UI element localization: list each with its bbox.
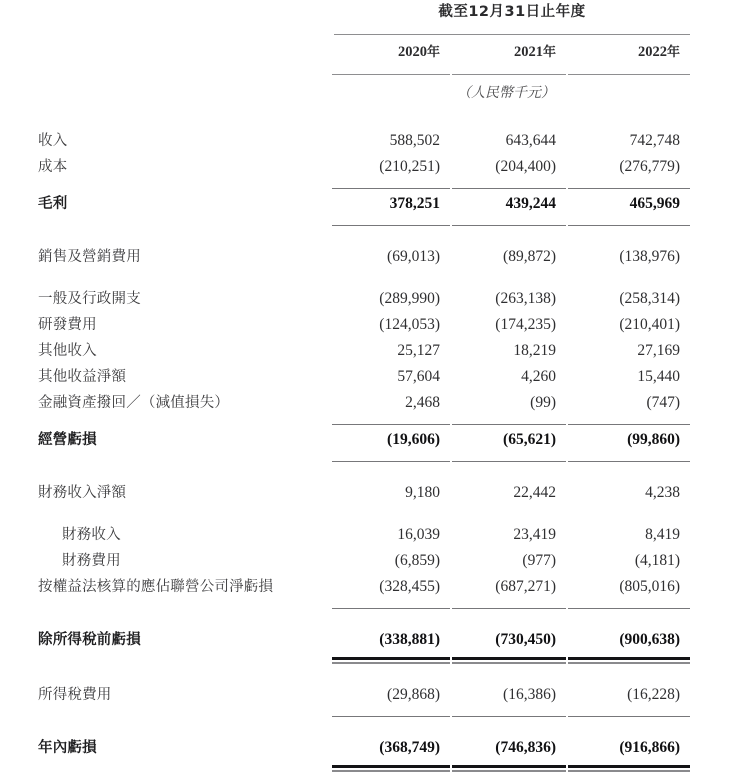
- year-rule-2: [452, 65, 568, 75]
- row-value-y3: 8,419: [645, 525, 681, 543]
- year-header-row: [0, 35, 732, 65]
- group-spacer: [0, 717, 732, 733]
- year-header-3: 2022年: [638, 44, 681, 60]
- row-underline: [0, 178, 732, 189]
- underline-y1: [332, 598, 452, 609]
- row-underline: [0, 414, 732, 425]
- table-row: [0, 478, 732, 504]
- row-value-y1: 57,604: [397, 367, 440, 385]
- underline-y3: [568, 178, 692, 189]
- double-underline-y1: [332, 759, 452, 772]
- row-value-y1: 16,039: [397, 525, 440, 543]
- row-label: 所得稅費用: [38, 686, 112, 703]
- table-row: [0, 310, 732, 336]
- group-spacer: [0, 268, 732, 284]
- row-value-y1: (289,990): [379, 289, 440, 307]
- row-value-y2: 439,244: [505, 194, 556, 212]
- row-underline: [0, 215, 732, 226]
- row-label: 收入: [38, 132, 68, 149]
- row-label: 金融資產撥回／（減值損失）: [38, 394, 230, 411]
- table-row: [0, 284, 732, 310]
- row-value-y3: 465,969: [629, 194, 681, 212]
- row-value-y1: 2,468: [405, 393, 440, 411]
- row-label: 銷售及營銷費用: [38, 248, 141, 265]
- double-underline-y3: [568, 651, 692, 664]
- row-value-y1: (19,606): [387, 430, 440, 448]
- table-row: [0, 520, 732, 546]
- underline-y1: [332, 215, 452, 226]
- row-value-y3: (16,228): [627, 685, 681, 703]
- underline-y2: [452, 706, 568, 717]
- underline-y3: [568, 451, 692, 462]
- underline-y2: [452, 215, 568, 226]
- row-value-y3: (916,866): [619, 738, 681, 756]
- row-value-y3: 15,440: [637, 367, 681, 385]
- group-spacer: [0, 462, 732, 478]
- row-value-y3: (805,016): [619, 577, 681, 595]
- row-label: 按權益法核算的應佔聯營公司淨虧損: [38, 578, 274, 595]
- rule-line-thick: [332, 657, 450, 660]
- row-label: 財務收入淨額: [38, 484, 127, 501]
- row-value-y3: (4,181): [634, 551, 681, 569]
- table-row: [0, 126, 732, 152]
- year-rule-3: [568, 65, 692, 75]
- row-value-y3: (210,401): [619, 315, 681, 333]
- underline-y1: [332, 178, 452, 189]
- double-underline-y1: [332, 651, 452, 664]
- row-label: 經營虧損: [38, 431, 97, 448]
- underline-y3: [568, 706, 692, 717]
- group-spacer: [0, 609, 732, 625]
- rule-line-thick: [568, 765, 690, 768]
- row-underline: [0, 451, 732, 462]
- row-value-y1: (210,251): [379, 157, 440, 175]
- rule-line-thick: [452, 765, 566, 768]
- row-double-underline: [0, 651, 732, 664]
- group-spacer: [0, 664, 732, 680]
- year-header-1: 2020年: [397, 44, 440, 60]
- table-row: [0, 546, 732, 572]
- row-value-y2: 22,442: [513, 483, 556, 501]
- period-header-row: [0, 0, 732, 26]
- row-value-y3: (276,779): [619, 157, 681, 175]
- row-label: 其他收益淨額: [38, 368, 127, 385]
- header-body-spacer: [0, 104, 732, 126]
- table-row: [0, 733, 732, 759]
- row-value-y2: 18,219: [513, 341, 556, 359]
- year-suffix: 年: [542, 45, 556, 60]
- row-value-y1: (29,868): [387, 685, 440, 703]
- row-label: 一般及行政開支: [38, 290, 141, 307]
- row-label: 研發費用: [38, 316, 97, 333]
- year-header-2: 2021年: [513, 44, 556, 60]
- underline-y1: [332, 414, 452, 425]
- row-value-y2: (263,138): [495, 289, 556, 307]
- year-suffix: 年: [426, 45, 440, 60]
- currency-note: （人民幣千元）: [457, 86, 556, 101]
- table-row: [0, 680, 732, 706]
- row-value-y2: (687,271): [495, 577, 556, 595]
- underline-y1: [332, 451, 452, 462]
- table-row: [0, 625, 732, 651]
- row-double-underline: [0, 759, 732, 772]
- row-value-y1: (368,749): [379, 738, 440, 756]
- rule-line-thick: [332, 765, 450, 768]
- row-value-y2: (89,872): [503, 247, 556, 265]
- period-title: 截至12月31日止年度: [438, 4, 586, 20]
- table-row: [0, 388, 732, 414]
- row-value-y2: (174,235): [495, 315, 556, 333]
- row-value-y1: 378,251: [389, 194, 440, 212]
- underline-y3: [568, 215, 692, 226]
- currency-note-row: [0, 75, 732, 104]
- row-label: 財務費用: [62, 552, 121, 569]
- year-rule-row: [0, 65, 732, 75]
- row-label: 毛利: [38, 195, 68, 212]
- row-value-y3: (747): [646, 393, 681, 411]
- row-label: 其他收入: [38, 342, 97, 359]
- group-spacer: [0, 504, 732, 520]
- year-rule-1: [332, 65, 452, 75]
- table-row: [0, 572, 732, 598]
- row-value-y1: (6,859): [394, 551, 440, 569]
- row-value-y1: (338,881): [379, 630, 440, 648]
- row-value-y3: 4,238: [645, 483, 681, 501]
- period-rule: [332, 26, 692, 35]
- period-rule-row: [0, 26, 732, 35]
- row-value-y3: (138,976): [619, 247, 681, 265]
- row-underline: [0, 706, 732, 717]
- row-label: 財務收入: [62, 526, 121, 543]
- row-value-y3: (99,860): [627, 430, 681, 448]
- double-underline-y2: [452, 651, 568, 664]
- table-row: [0, 425, 732, 451]
- double-underline-y3: [568, 759, 692, 772]
- row-label: 除所得稅前虧損: [38, 631, 141, 648]
- row-value-y1: (328,455): [379, 577, 440, 595]
- row-value-y3: (258,314): [619, 289, 681, 307]
- row-value-y2: (16,386): [503, 685, 556, 703]
- row-value-y3: 27,169: [637, 341, 681, 359]
- row-value-y1: (124,053): [379, 315, 440, 333]
- row-value-y2: (99): [530, 393, 556, 411]
- row-value-y2: 23,419: [513, 525, 556, 543]
- row-value-y3: (900,638): [619, 630, 681, 648]
- row-value-y1: 9,180: [405, 483, 440, 501]
- table-row: [0, 362, 732, 388]
- row-value-y2: 4,260: [521, 367, 556, 385]
- row-underline: [0, 598, 732, 609]
- rule-line-thick: [568, 657, 690, 660]
- row-value-y2: (977): [522, 551, 556, 569]
- row-value-y3: 742,748: [629, 131, 681, 149]
- underline-y2: [452, 598, 568, 609]
- year-suffix: 年: [667, 45, 681, 60]
- row-value-y1: 588,502: [389, 131, 440, 149]
- row-value-y2: (746,836): [495, 738, 556, 756]
- double-underline-y2: [452, 759, 568, 772]
- row-value-y2: (730,450): [495, 630, 556, 648]
- row-value-y2: 643,644: [505, 131, 556, 149]
- table-row: [0, 242, 732, 268]
- row-value-y2: (204,400): [495, 157, 556, 175]
- table-row: [0, 152, 732, 178]
- table-row: [0, 336, 732, 362]
- group-spacer: [0, 226, 732, 242]
- row-value-y1: (69,013): [387, 247, 440, 265]
- underline-y3: [568, 414, 692, 425]
- underline-y2: [452, 178, 568, 189]
- underline-y2: [452, 451, 568, 462]
- row-value-y2: (65,621): [503, 430, 556, 448]
- row-label: 年內虧損: [38, 739, 97, 756]
- row-label: 成本: [38, 158, 68, 175]
- row-value-y1: 25,127: [397, 341, 440, 359]
- underline-y1: [332, 706, 452, 717]
- underline-y3: [568, 598, 692, 609]
- underline-y2: [452, 414, 568, 425]
- rule-line-thick: [452, 657, 566, 660]
- table-row: [0, 189, 732, 215]
